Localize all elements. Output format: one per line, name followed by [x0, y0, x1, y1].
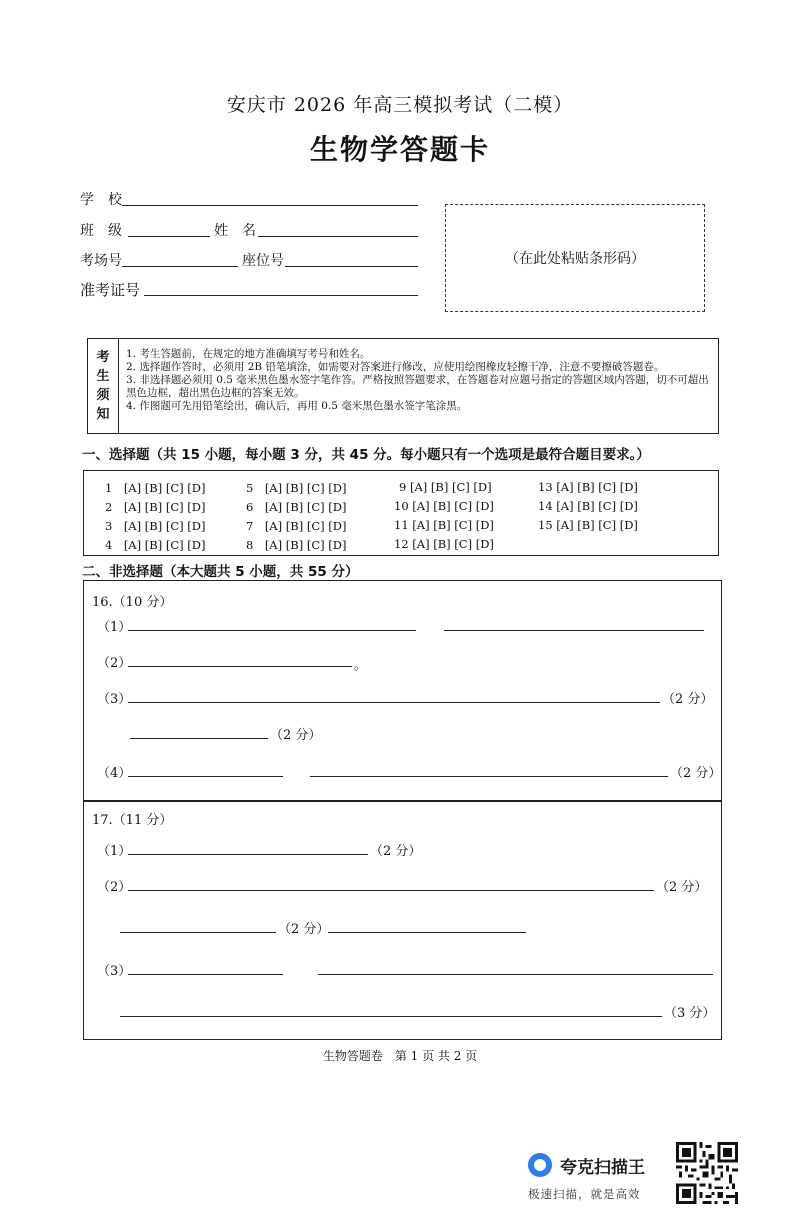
q16-title: 16.（10 分）: [92, 595, 173, 610]
notice-item: 1. 考生答题前，在规定的地方准确填写考号和姓名。: [126, 348, 371, 360]
seat-field[interactable]: [285, 266, 418, 267]
qr-code-icon: [676, 1142, 738, 1204]
q17-p2-blank-c[interactable]: [328, 932, 526, 933]
q16-p2-label: （2）: [97, 656, 132, 671]
q16-p3b-score: （2 分）: [270, 728, 322, 743]
notice-heading: 考 生 须 知: [88, 339, 119, 433]
scanner-brand-name: 夸克扫描王: [560, 1157, 645, 1178]
mcq-q6[interactable]: 6 [A] [B] [C] [D]: [246, 500, 347, 514]
q17-p1-score: （2 分）: [370, 844, 422, 859]
q16-p3-blank-a[interactable]: [128, 702, 660, 703]
scanner-slogan: 极速扫描，就是高效: [528, 1187, 641, 1201]
class-field[interactable]: [128, 236, 210, 237]
mcq-q11[interactable]: 11 [A] [B] [C] [D]: [394, 518, 494, 532]
q16-p1-label: （1）: [97, 620, 132, 635]
school-field[interactable]: [122, 205, 418, 206]
q17-box: [83, 801, 722, 1040]
q17-p2-label: （2）: [97, 880, 132, 895]
page-footer: 生物答题卷 第 1 页 共 2 页: [322, 1049, 478, 1063]
q17-p1-blank[interactable]: [128, 854, 368, 855]
notice-box: [87, 338, 719, 434]
q17-p3-blank-a[interactable]: [128, 974, 283, 975]
q17-p3-blank-b[interactable]: [318, 974, 713, 975]
scanner-brand: [528, 1150, 668, 1180]
q16-p3-label: （3）: [97, 692, 132, 707]
q17-p1-label: （1）: [97, 844, 132, 859]
school-label: 学 校: [80, 192, 122, 208]
mcq-q10[interactable]: 10 [A] [B] [C] [D]: [394, 499, 494, 513]
q16-p3-score: （2 分）: [662, 692, 714, 707]
barcode-area: [445, 204, 705, 312]
q16-p4-blank-a[interactable]: [128, 776, 283, 777]
notice-item: 3. 非选择题必须用 0.5 毫米黑色墨水签字笔作答。严格按照答题要求，在答题卷对应题号指定的答题区域内答题，切不可超出黑色边框，超出黑色边框的答案无效。: [126, 374, 709, 399]
q16-p4-score: （2 分）: [670, 766, 722, 781]
mcq-q9[interactable]: 9 [A] [B] [C] [D]: [399, 480, 492, 494]
q17-p2-blank-a[interactable]: [128, 890, 654, 891]
scanner-logo-icon: [528, 1153, 552, 1177]
q17-p3-score: （3 分）: [664, 1006, 716, 1021]
q17-p3-label: （3）: [97, 964, 132, 979]
q17-p3-blank-c[interactable]: [120, 1016, 662, 1017]
q17-p2-blank-b[interactable]: [120, 932, 276, 933]
mcq-q12[interactable]: 12 [A] [B] [C] [D]: [394, 537, 494, 551]
q16-p2-period: 。: [354, 658, 368, 673]
mcq-q2[interactable]: 2 [A] [B] [C] [D]: [105, 500, 206, 514]
mcq-q14[interactable]: 14 [A] [B] [C] [D]: [538, 499, 638, 513]
q17-p2-score: （2 分）: [656, 880, 708, 895]
q16-p4-blank-b[interactable]: [310, 776, 668, 777]
q17-title: 17.（11 分）: [92, 813, 173, 828]
exam-room-label: 考场号: [80, 253, 122, 269]
mcq-q8[interactable]: 8 [A] [B] [C] [D]: [246, 538, 347, 552]
q17-p2b-score: （2 分）: [278, 922, 330, 937]
mcq-q5[interactable]: 5 [A] [B] [C] [D]: [246, 481, 347, 495]
name-field[interactable]: [258, 236, 418, 237]
q16-p4-label: （4）: [97, 766, 132, 781]
q16-p3-blank-b[interactable]: [130, 738, 268, 739]
notice-item: 4. 作图题可先用铅笔绘出，确认后，再用 0.5 毫米黑色墨水签字笔涂黑。: [126, 400, 468, 412]
notice-body: [126, 348, 712, 413]
section2-title: 二、非选择题（本大题共 5 小题，共 55 分）: [82, 564, 359, 580]
mcq-box: [83, 470, 719, 556]
q16-p2-blank[interactable]: [128, 666, 352, 667]
mcq-q7[interactable]: 7 [A] [B] [C] [D]: [246, 519, 347, 533]
ticket-field[interactable]: [144, 295, 418, 296]
q16-box: [83, 580, 722, 801]
seat-label: 座位号: [242, 253, 284, 269]
barcode-label: （在此处粘贴条形码）: [505, 251, 645, 267]
exam-title: 安庆市 2026 年高三模拟考试（二模）: [226, 94, 574, 116]
q16-p1-blank-b[interactable]: [444, 630, 704, 631]
section1-title: 一、选择题（共 15 小题，每小题 3 分，共 45 分。每小题只有一个选项是最符合题目要求。）: [82, 447, 650, 463]
mcq-q13[interactable]: 13 [A] [B] [C] [D]: [538, 480, 638, 494]
mcq-q3[interactable]: 3 [A] [B] [C] [D]: [105, 519, 206, 533]
mcq-q1[interactable]: 1 [A] [B] [C] [D]: [105, 481, 206, 495]
notice-item: 2. 选择题作答时，必须用 2B 铅笔填涂，如需要对答案进行修改，应使用绘图橡皮轻擦干净，注意不要擦破答题卷。: [126, 361, 665, 373]
q16-p1-blank-a[interactable]: [128, 630, 416, 631]
class-label: 班 级: [80, 223, 122, 239]
mcq-q4[interactable]: 4 [A] [B] [C] [D]: [105, 538, 206, 552]
exam-room-field[interactable]: [122, 266, 238, 267]
name-label: 姓 名: [214, 223, 256, 239]
mcq-q15[interactable]: 15 [A] [B] [C] [D]: [538, 518, 638, 532]
ticket-label: 准考证号: [80, 281, 141, 299]
card-title: 生物学答题卡: [309, 133, 490, 166]
